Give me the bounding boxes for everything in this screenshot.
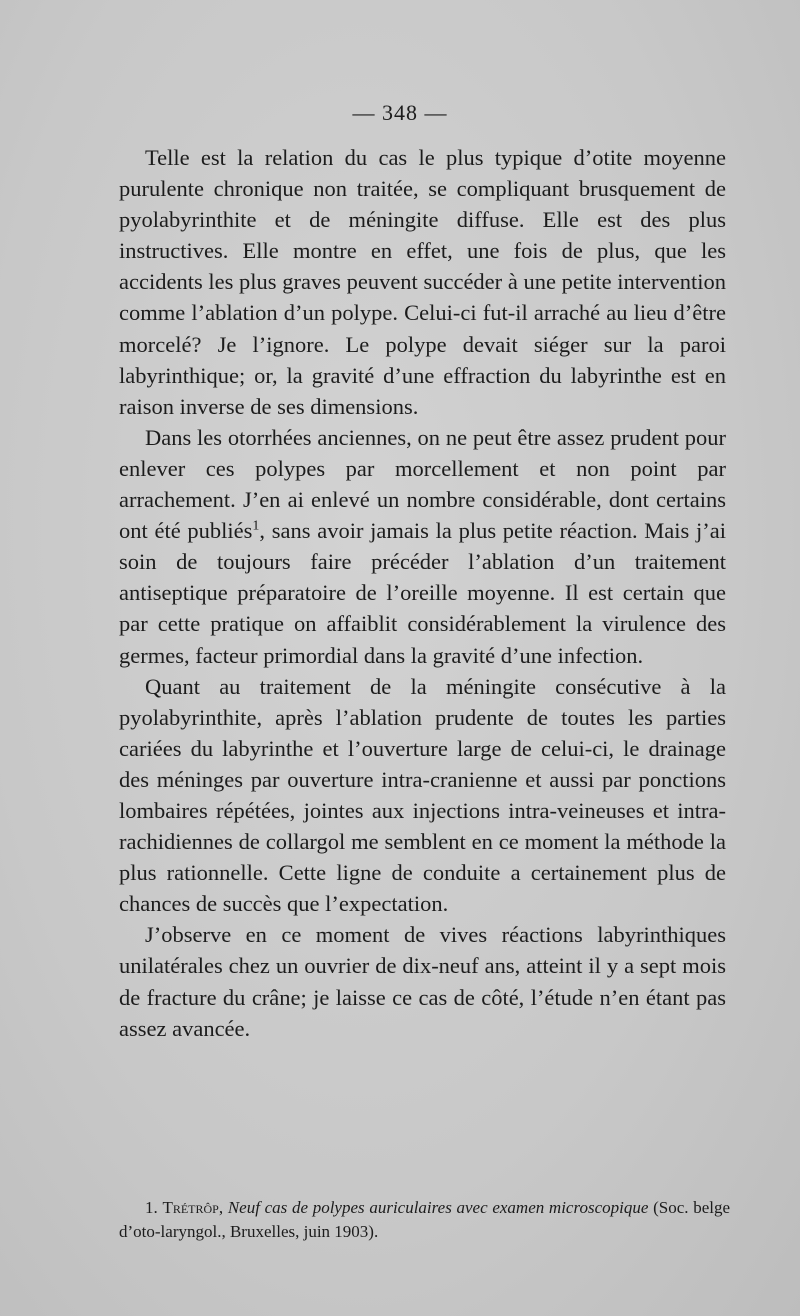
paragraph-2-text-after: , sans avoir jamais la plus petite réaction. Mais j’ai soin de toujours faire précéder l’ablation d’un traitement antiseptique préparatoire de l’oreille moyenne. Il est certain que par cette pratique on affaiblit considérablement la virulence des germes, facteur primordial dans la gravité d’une infection. xyxy=(119,518,726,668)
page-number: — 348 — xyxy=(352,100,448,125)
footnote-title: Neuf cas de polypes auriculaires avec examen microscopique xyxy=(227,1198,649,1217)
paragraph-1: Telle est la relation du cas le plus typique d’otite moyenne purulente chronique non traitée, se compliquant brusquement de pyolabyrinthite et de méningite diffuse. Elle est des plus instructives. Elle montre en effet, une fois de plus, que les accidents les plus graves peuvent succéder à une petite intervention comme l’ablation d’un polype. Celui-ci fut-il arraché au lieu d’être morcelé? Je l’ignore. Le polype devait siéger sur la paroi labyrinthique; or, la gravité d’une effraction du labyrinthe est en raison inverse de ses dimensions. xyxy=(119,145,726,419)
body-text xyxy=(119,142,726,1044)
paragraph-4: J’observe en ce moment de vives réactions labyrinthiques unilatérales chez un ouvrier de dix-neuf ans, atteint il y a sept mois de fracture du crâne; je laisse ce cas de côté, l’étude n’en étant pas assez avancée. xyxy=(119,922,726,1041)
footnote-text xyxy=(119,1196,730,1244)
footnote-source: (Soc. belge d’oto-laryngol., Bruxelles, juin 1903). xyxy=(119,1198,731,1241)
paragraph-2 xyxy=(119,422,726,671)
paragraph-3: Quant au traitement de la méningite consécutive à la pyolabyrinthite, après l’ablation prudente de toutes les parties cariées du labyrinthe et l’ouverture large de celui-ci, le drainage des méninges par ouverture intra-cranienne et aussi par ponctions lombaires répétées, jointes aux injections intra-veineuses et intra-rachidiennes de collargol me semblent en ce moment la méthode la plus rationnelle. Cette ligne de conduite a certainement plus de chances de succès que l’expectation. xyxy=(119,673,726,917)
footnote-number: 1. xyxy=(145,1198,158,1217)
paragraph-2-text-before: Dans les otorrhées anciennes, on ne peut être assez prudent pour enlever ces polypes par morcellement et non point par arrachement. J’en ai enlevé un nombre considérable, dont certains ont été publiés xyxy=(119,424,726,544)
footnote-author: Trétrôp, xyxy=(162,1198,224,1217)
footnote-reference: 1 xyxy=(252,518,260,534)
footnote xyxy=(119,1196,730,1244)
